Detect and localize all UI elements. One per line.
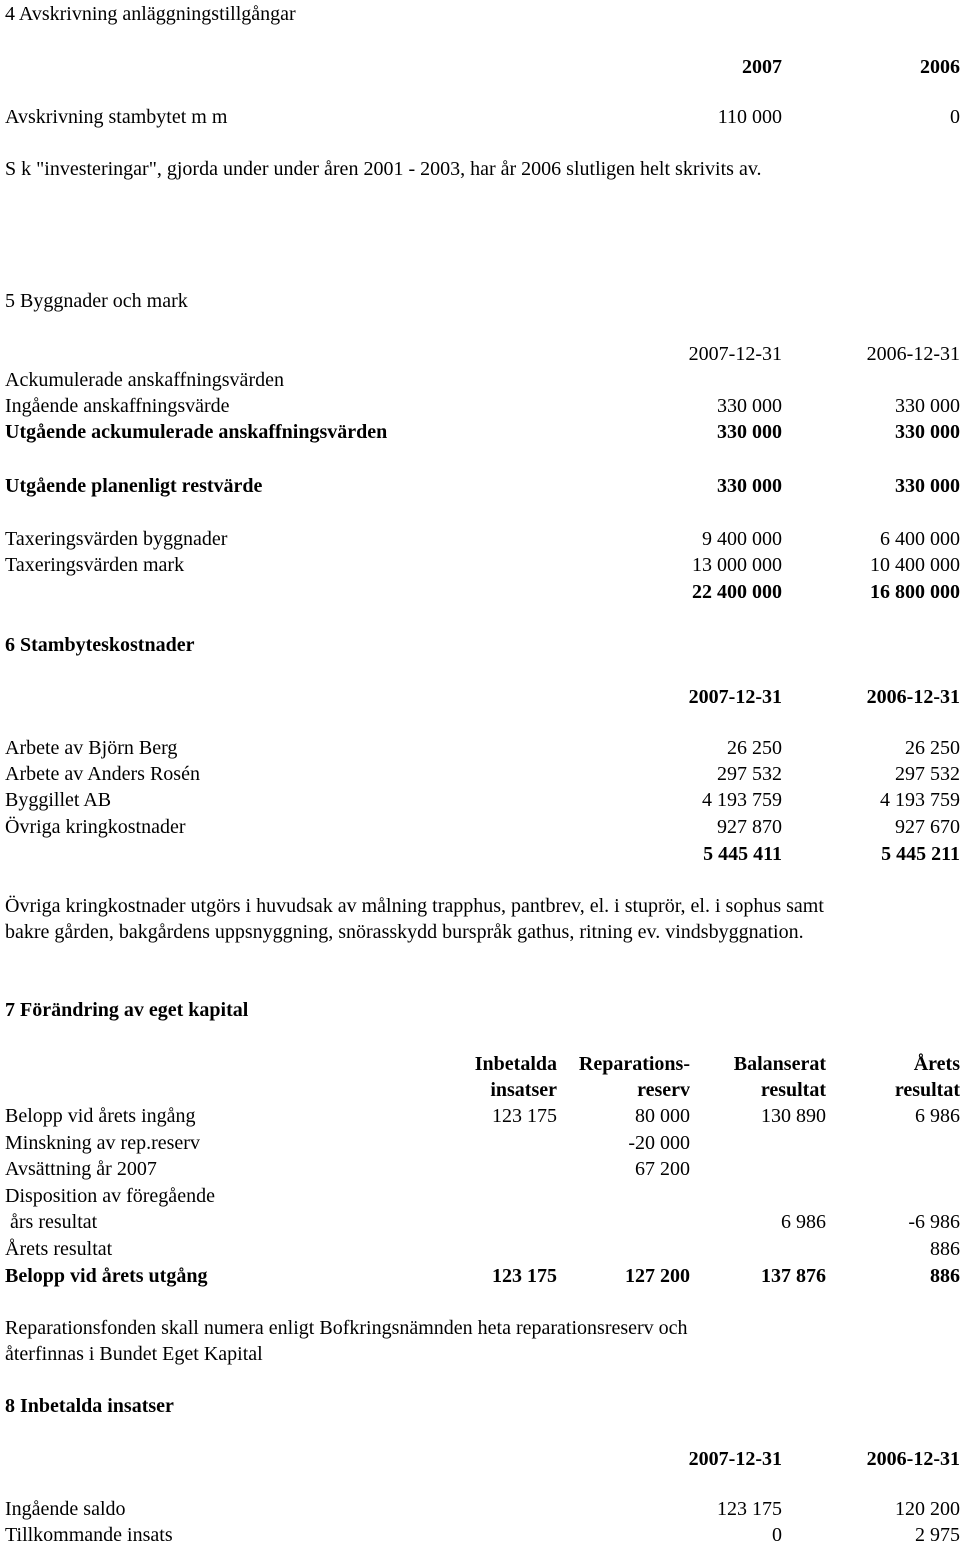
s7-cell: 6 986	[781, 1211, 826, 1233]
s5-row-value-2: 10 400 000	[870, 554, 960, 576]
s7-total-cell: 127 200	[625, 1265, 690, 1287]
s7-cell: 886	[930, 1238, 960, 1260]
s6-date-2: 2006-12-31	[866, 686, 960, 708]
section-8-heading: 8 Inbetalda insatser	[5, 1395, 174, 1417]
s7-col-header-1-line-2: insatser	[490, 1079, 557, 1101]
s5-total-2: 16 800 000	[870, 581, 960, 603]
s6-row-value-1: 297 532	[717, 763, 782, 785]
section-6-heading: 6 Stambyteskostnader	[5, 634, 195, 656]
s7-cell: 67 200	[635, 1158, 690, 1180]
s7-row-label: års resultat	[5, 1211, 98, 1233]
s5-row-value-2: 6 400 000	[880, 528, 960, 550]
s6-total-2: 5 445 211	[881, 843, 960, 865]
s4-note: S k "investeringar", gjorda under under åren 2001 - 2003, har år 2006 slutligen helt skrivits av.	[5, 158, 762, 180]
s7-cell: 130 890	[761, 1105, 826, 1127]
s6-note-line-1: Övriga kringkostnader utgörs i huvudsak av målning trapphus, pantbrev, el. i stuprör, el. i sophus samt	[5, 895, 824, 917]
s6-row-value-1: 26 250	[727, 737, 782, 759]
s5-row-value-1: 330 000	[717, 475, 782, 497]
s7-row-label: Avsättning år 2007	[5, 1158, 157, 1180]
s7-note-line-2: återfinnas i Bundet Eget Kapital	[5, 1343, 263, 1365]
s8-row-value-2: 120 200	[895, 1498, 960, 1520]
s4-year-2007: 2007	[742, 56, 782, 78]
s5-row-value-2: 330 000	[895, 475, 960, 497]
s6-row-value-2: 4 193 759	[880, 789, 960, 811]
s8-row-label: Tillkommande insats	[5, 1524, 173, 1546]
s7-total-cell: 886	[930, 1265, 960, 1287]
s8-row-value-1: 123 175	[717, 1498, 782, 1520]
s7-total-label: Belopp vid årets utgång	[5, 1265, 208, 1287]
s4-row-value-2006: 0	[950, 106, 960, 128]
s5-date-1: 2007-12-31	[688, 343, 782, 365]
s5-row-value-2: 330 000	[895, 395, 960, 417]
section-4-heading: 4 Avskrivning anläggningstillgångar	[5, 3, 296, 25]
s4-year-2006: 2006	[920, 56, 960, 78]
s6-date-1: 2007-12-31	[688, 686, 782, 708]
s5-group-label: Ackumulerade anskaffningsvärden	[5, 369, 284, 391]
s6-row-label: Arbete av Anders Rosén	[5, 763, 200, 785]
s7-row-label: Disposition av föregående	[5, 1185, 215, 1207]
s8-row-label: Ingående saldo	[5, 1498, 126, 1520]
s7-col-header-4-line-1: Årets	[913, 1053, 960, 1075]
s6-row-label: Byggillet AB	[5, 789, 112, 811]
s7-total-cell: 123 175	[492, 1265, 557, 1287]
s7-cell: 80 000	[635, 1105, 690, 1127]
s6-row-value-2: 297 532	[895, 763, 960, 785]
s8-date-1: 2007-12-31	[688, 1448, 782, 1470]
s5-row-value-1: 9 400 000	[702, 528, 782, 550]
section-7-heading: 7 Förändring av eget kapital	[5, 999, 249, 1021]
s7-row-label: Minskning av rep.reserv	[5, 1132, 200, 1154]
s7-cell: 6 986	[915, 1105, 960, 1127]
s8-date-2: 2006-12-31	[866, 1448, 960, 1470]
s6-total-1: 5 445 411	[703, 843, 782, 865]
s5-row-label: Utgående planenligt restvärde	[5, 475, 263, 497]
s7-total-cell: 137 876	[761, 1265, 826, 1287]
s7-col-header-3-line-2: resultat	[760, 1079, 826, 1101]
s7-row-label: Belopp vid årets ingång	[5, 1105, 196, 1127]
s4-row-label: Avskrivning stambytet m m	[5, 106, 228, 128]
s5-date-2: 2006-12-31	[866, 343, 960, 365]
s6-row-value-1: 4 193 759	[702, 789, 782, 811]
s5-total-1: 22 400 000	[692, 581, 782, 603]
s6-row-label: Övriga kringkostnader	[5, 816, 186, 838]
s5-row-label: Taxeringsvärden mark	[5, 554, 185, 576]
s6-row-value-2: 26 250	[905, 737, 960, 759]
s5-row-value-1: 330 000	[717, 421, 782, 443]
s7-cell: -6 986	[908, 1211, 960, 1233]
s7-col-header-2-line-2: reserv	[637, 1079, 690, 1101]
s5-row-label: Taxeringsvärden byggnader	[5, 528, 228, 550]
s6-row-value-1: 927 870	[717, 816, 782, 838]
s8-row-value-2: 2 975	[915, 1524, 960, 1546]
s6-row-label: Arbete av Björn Berg	[5, 737, 178, 759]
s6-row-value-2: 927 670	[895, 816, 960, 838]
s5-row-label: Utgående ackumulerade anskaffningsvärden	[5, 421, 388, 443]
s6-note-line-2: bakre gården, bakgårdens uppsnyggning, snörasskydd burspråk gathus, ritning ev. vindsbyggnation.	[5, 921, 804, 943]
s7-col-header-3-line-1: Balanserat	[733, 1053, 826, 1075]
s5-row-value-1: 13 000 000	[692, 554, 782, 576]
s7-col-header-2-line-1: Reparations-	[578, 1053, 690, 1075]
s5-row-value-2: 330 000	[895, 421, 960, 443]
s5-row-value-1: 330 000	[717, 395, 782, 417]
s7-col-header-1-line-1: Inbetalda	[474, 1053, 557, 1075]
s7-col-header-4-line-2: resultat	[894, 1079, 960, 1101]
s5-row-label: Ingående anskaffningsvärde	[5, 395, 230, 417]
s4-row-value-2007: 110 000	[717, 106, 782, 128]
s7-note-line-1: Reparationsfonden skall numera enligt Bofkringsnämnden heta reparationsreserv och	[5, 1317, 688, 1339]
s7-cell: -20 000	[628, 1132, 690, 1154]
section-5-heading: 5 Byggnader och mark	[5, 290, 188, 312]
s8-row-value-1: 0	[772, 1524, 782, 1546]
s7-cell: 123 175	[492, 1105, 557, 1127]
s7-row-label: Årets resultat	[5, 1238, 113, 1260]
